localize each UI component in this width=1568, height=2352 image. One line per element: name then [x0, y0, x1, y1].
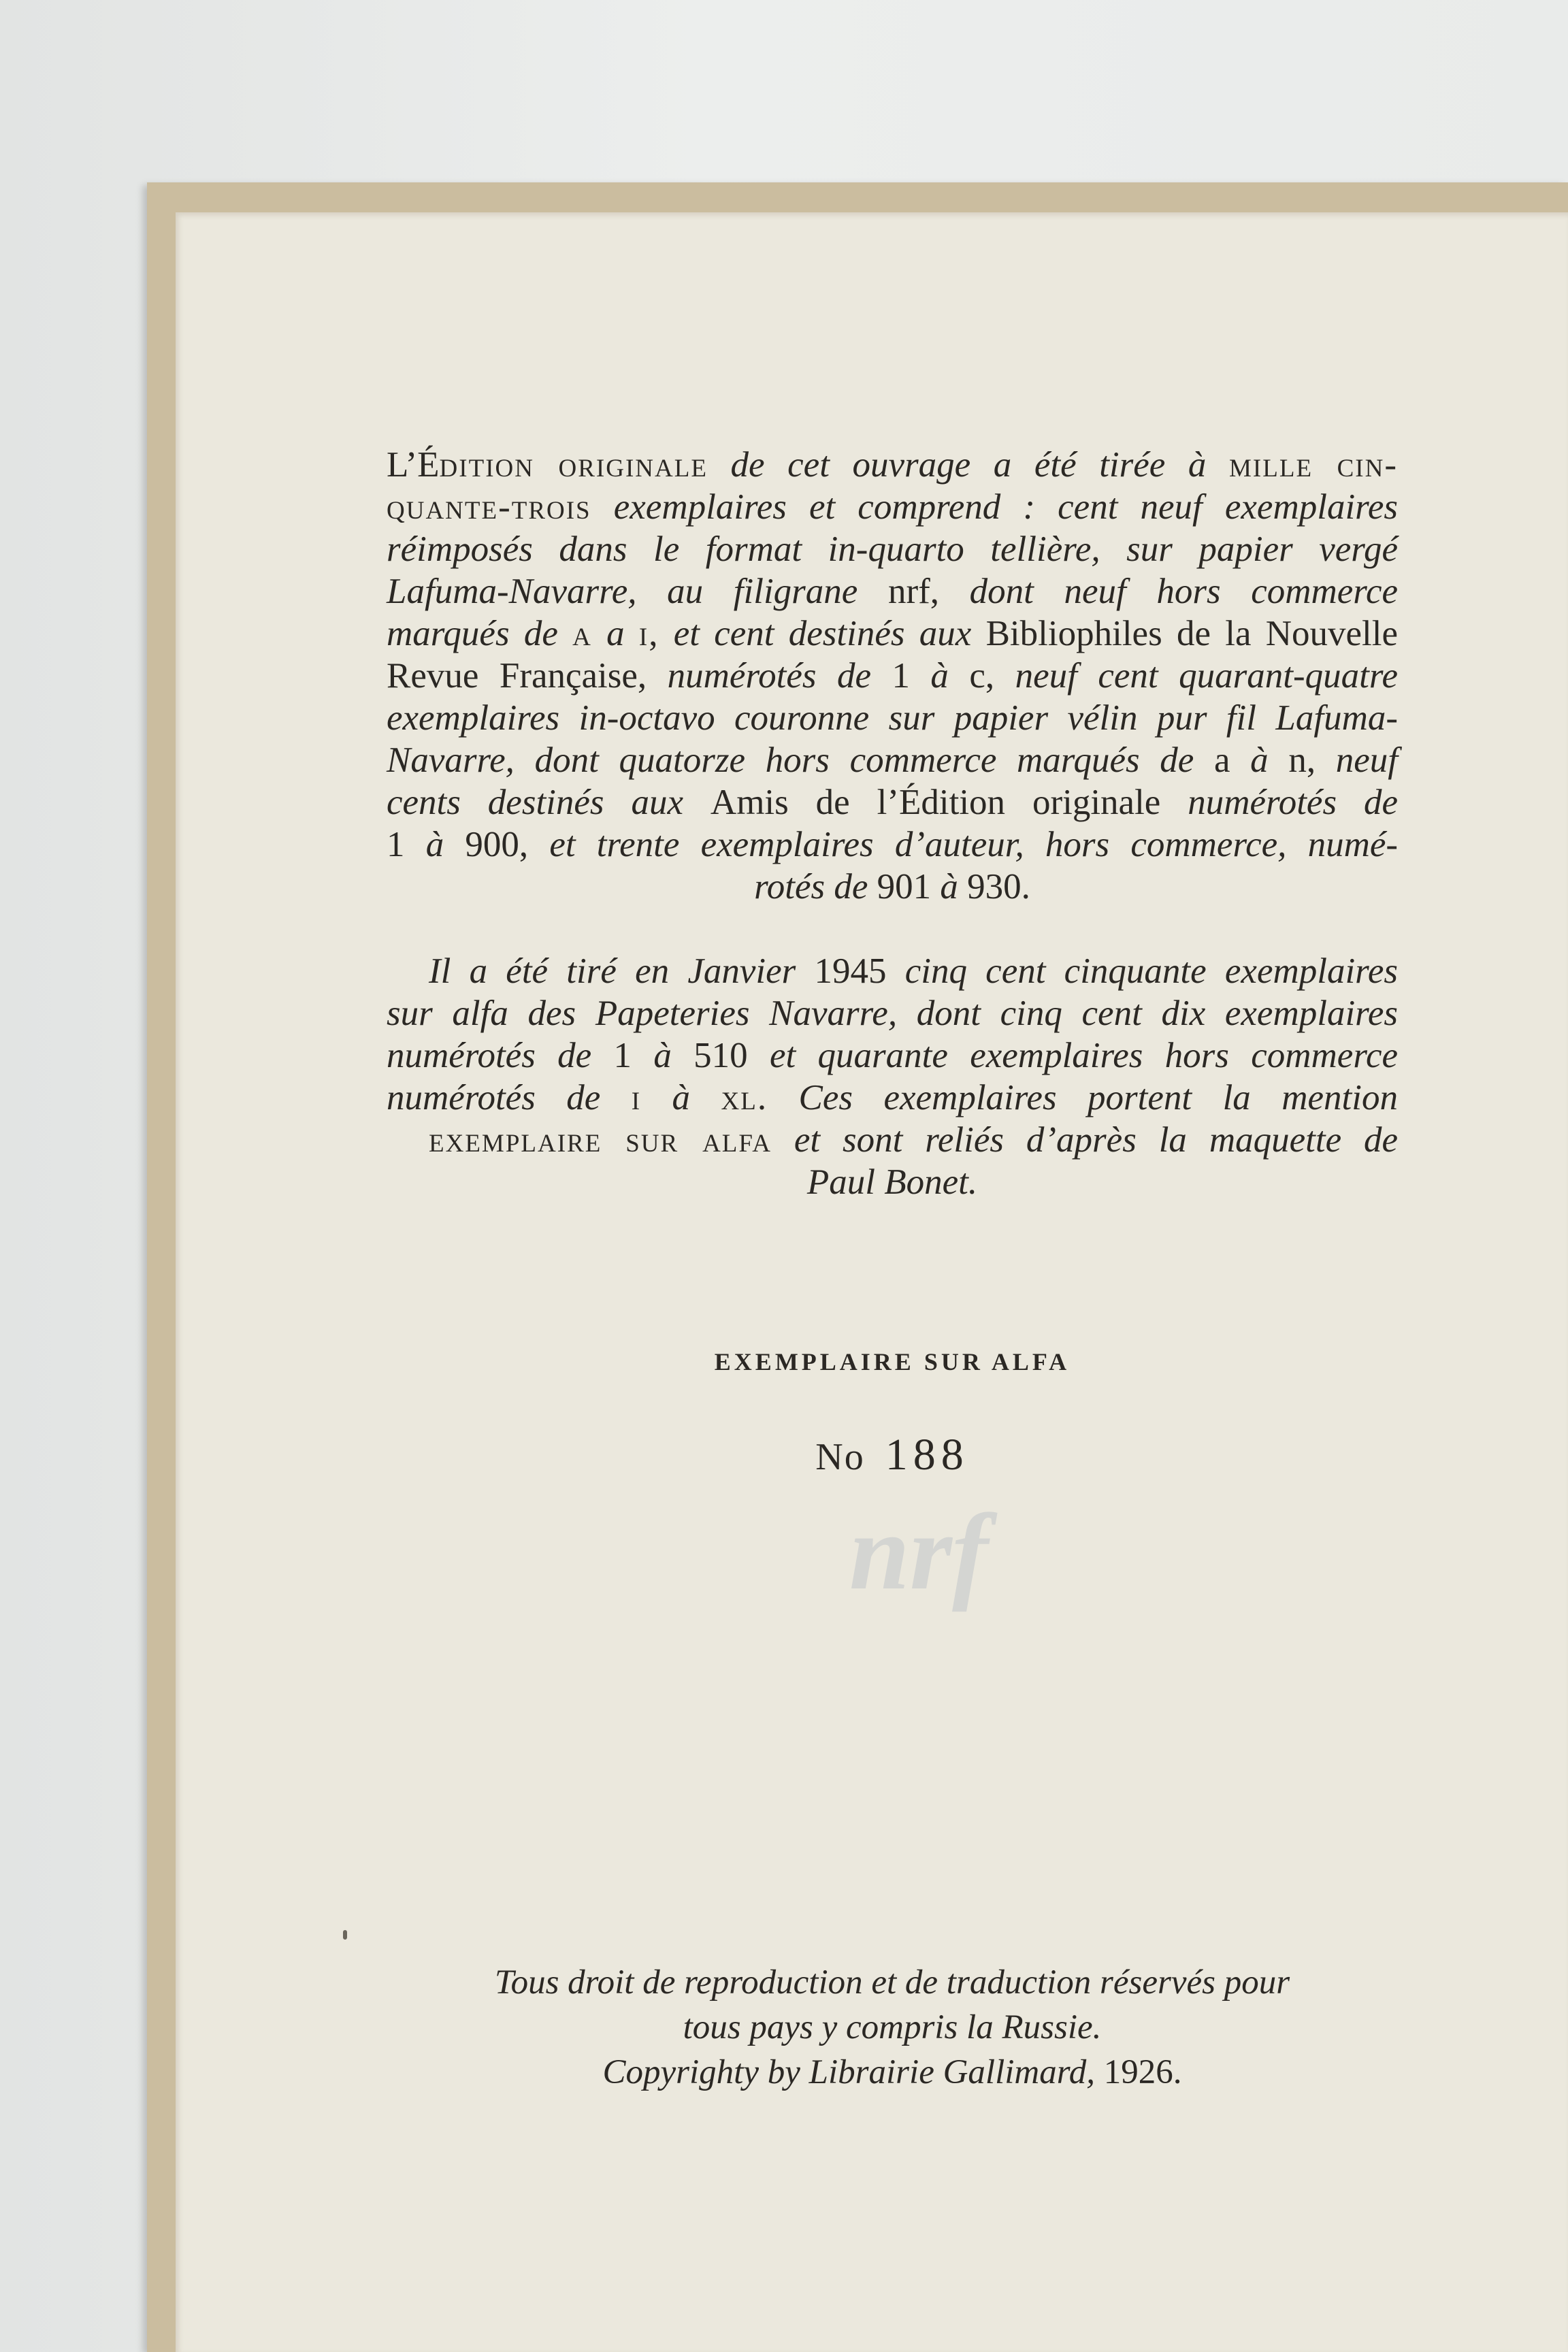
limitation-text: a — [1213, 740, 1251, 780]
alfa-edition-text: Ces exemplaires portent la mention — [768, 1078, 1399, 1117]
copyright-text: 1926. — [1103, 2053, 1182, 2091]
limitation-text: nrf, — [887, 572, 970, 611]
limitation-text: à — [940, 867, 968, 906]
publisher-stamp: nrf — [849, 1491, 989, 1612]
alfa-edition-paragraph — [387, 950, 1398, 1203]
alfa-edition-line — [387, 950, 1398, 992]
alfa-edition-text: et sont reliés d’après la maquette de — [771, 1120, 1399, 1160]
limitation-text: à — [930, 656, 970, 696]
limitation-text: 901 — [877, 867, 941, 906]
limitation-text: Revue Française, — [387, 656, 668, 696]
limitation-text: 930. — [967, 867, 1030, 906]
limitation-text: 1 — [892, 656, 931, 696]
limitation-text: exemplaires et comprend : cent neuf exemplaires — [591, 487, 1398, 527]
limitation-text: mille cin- — [1229, 445, 1398, 485]
limitation-paragraph — [387, 444, 1398, 908]
alfa-edition-text: exemplaire sur alfa — [429, 1120, 772, 1160]
limitation-text: dont neuf hors commerce — [969, 572, 1398, 611]
limitation-text: de cet ouvrage a été tirée à — [707, 445, 1230, 485]
alfa-edition-line — [387, 1119, 1398, 1161]
alfa-edition-text: numérotés de — [387, 1036, 614, 1075]
copyright-text: Copyrighty by Librairie Gallimard, — [602, 2053, 1104, 2091]
copyright-text: Tous droit de reproduction et de traduction réservés pour — [494, 1963, 1290, 2002]
limitation-text: a — [572, 614, 592, 653]
alfa-edition-text: sur alfa des Papeteries Navarre, dont cinq cent dix exemplaires — [387, 994, 1398, 1033]
alfa-edition-line — [387, 1077, 1398, 1119]
alfa-edition-text: Paul Bonet. — [806, 1162, 978, 1202]
paper-speck — [343, 1930, 347, 1940]
limitation-text: Bibliophiles de la Nouvelle — [985, 614, 1399, 653]
copyright-line — [427, 2050, 1357, 2095]
copy-number-value: 188 — [885, 1430, 969, 1480]
alfa-edition-line — [387, 1161, 1398, 1203]
limitation-text: et trente exemplaires d’auteur, hors commerce, numé- — [549, 825, 1399, 864]
alfa-edition-text: i — [631, 1078, 642, 1117]
limitation-text: 1 — [387, 825, 426, 864]
limitation-text: à — [1250, 740, 1289, 780]
limitation-text: c, — [969, 656, 1015, 696]
limitation-text: 900, — [465, 825, 550, 864]
limitation-text: réimposés dans le format in-quarto tellière, sur papier vergé — [387, 529, 1398, 569]
alfa-edition-text: xl. — [721, 1078, 768, 1117]
alfa-edition-text: et quarante exemplaires hors commerce — [769, 1036, 1399, 1075]
copy-number-prefix: No — [815, 1436, 865, 1478]
alfa-edition-text: numérotés de — [387, 1078, 632, 1117]
limitation-text: et cent destinés aux — [659, 614, 986, 653]
limitation-line — [387, 528, 1398, 570]
limitation-text: cents destinés aux — [387, 783, 710, 822]
alfa-edition-text: 1 — [613, 1036, 654, 1075]
alfa-edition-text: à — [653, 1036, 694, 1075]
alfa-edition-line — [387, 992, 1398, 1034]
limitation-text: neuf cent quarant-quatre — [1015, 656, 1399, 696]
limitation-text: dition originale — [439, 445, 708, 485]
alfa-edition-text: Il a été tiré en Janvier — [429, 951, 815, 991]
copyright-footer — [427, 1960, 1357, 2095]
alfa-edition-text: à — [641, 1078, 721, 1117]
limitation-text: à — [425, 825, 466, 864]
limitation-text: i, — [638, 614, 659, 653]
limitation-line — [387, 655, 1398, 697]
alfa-edition-text: 1945 — [814, 951, 905, 991]
copyright-line — [427, 2005, 1357, 2050]
alfa-edition-text: 510 — [693, 1036, 770, 1075]
limitation-line — [387, 486, 1398, 528]
limitation-text: L’É — [387, 445, 440, 485]
limitation-line — [387, 823, 1398, 866]
limitation-text: marqués de — [387, 614, 573, 653]
limitation-text: numérotés de — [667, 656, 892, 696]
limitation-text: neuf — [1335, 740, 1399, 780]
limitation-text: rotés de — [754, 867, 877, 906]
limitation-line — [387, 570, 1398, 612]
limitation-line — [387, 444, 1398, 486]
limitation-text: Navarre, dont quatorze hors commerce marqués de — [387, 740, 1214, 780]
limitation-text: Lafuma-Navarre, au filigrane — [387, 572, 888, 611]
limitation-text: numérotés de — [1188, 783, 1399, 822]
limitation-line — [387, 697, 1398, 739]
limitation-text: n, — [1288, 740, 1336, 780]
limitation-text: a — [591, 614, 639, 653]
copyright-line — [427, 1960, 1357, 2005]
limitation-line — [387, 866, 1398, 908]
copy-number — [387, 1429, 1398, 1481]
copy-label: EXEMPLAIRE SUR ALFA — [714, 1348, 1071, 1375]
alfa-edition-line — [387, 1034, 1398, 1077]
alfa-edition-text: cinq cent cinquante exemplaires — [904, 951, 1398, 991]
limitation-line — [387, 612, 1398, 655]
limitation-text: quante-trois — [387, 487, 591, 527]
limitation-text: Amis de l’Édition originale — [710, 783, 1188, 822]
limitation-text: exemplaires in-octavo couronne sur papier vélin pur fil Lafuma- — [387, 698, 1398, 738]
limitation-line — [387, 781, 1398, 823]
copyright-text: tous pays y compris la Russie. — [683, 2008, 1102, 2046]
limitation-line — [387, 739, 1398, 781]
